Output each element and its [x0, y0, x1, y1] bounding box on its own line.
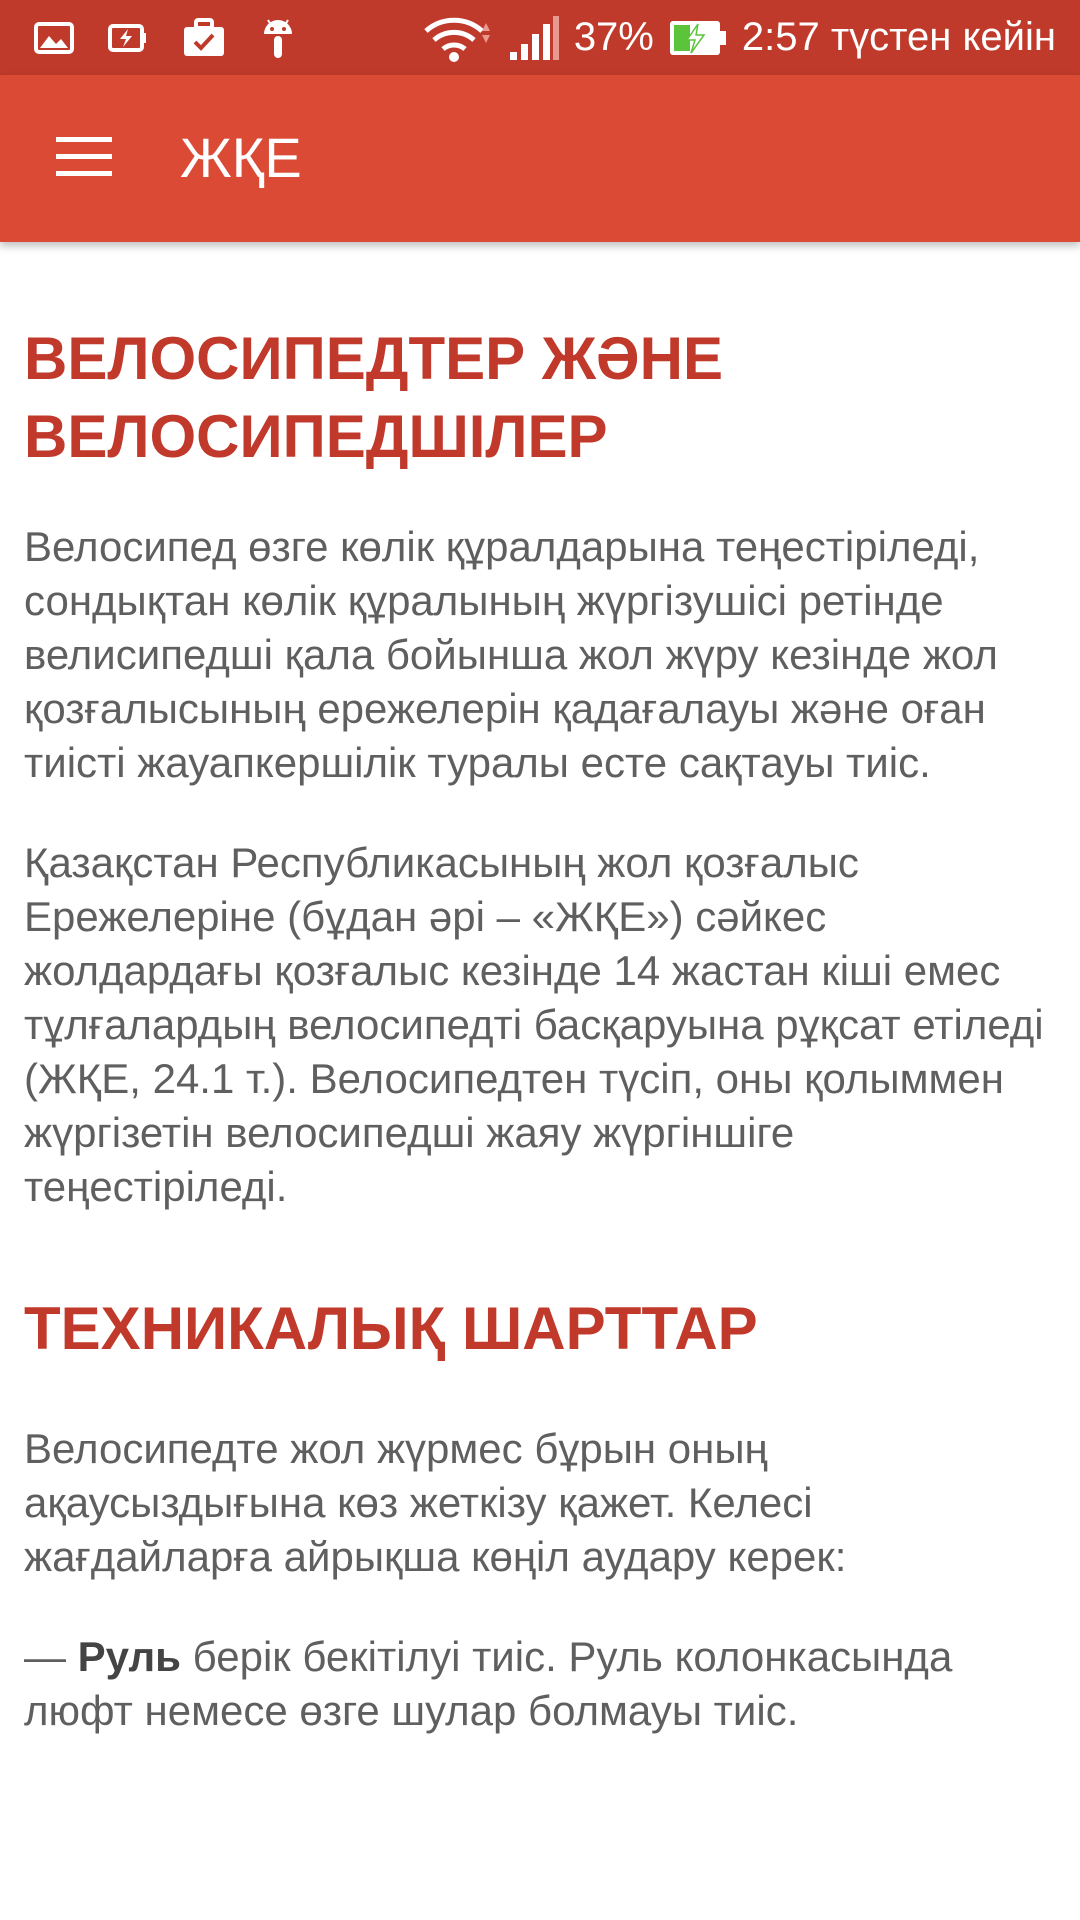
section-heading-bicycles: ВЕЛОСИПЕДТЕР ЖӘНЕ ВЕЛОСИПЕДШІЛЕР [24, 325, 723, 470]
term-handlebar: Руль [77, 1633, 181, 1680]
paragraph-intro: Велосипед өзге көлік құралдарына теңестіріледі, сондықтан көлік құралының жүргізушісі ретінде велисипедші қала бойынша жол жүру кезінде жол қозғалысының ережелерін қадағалауы және оған тиісті жауапкершілік туралы есте сақтауы тиіс. [24, 523, 998, 786]
briefcase-icon [182, 18, 226, 58]
app-title: ЖҚЕ [180, 126, 302, 189]
list-dash: — [24, 1633, 78, 1680]
android-icon [260, 16, 296, 60]
battery-percent: 37% [573, 15, 654, 59]
status-time: 2:57 түстен кейін [741, 15, 1056, 59]
gallery-icon [34, 22, 74, 54]
signal-icon [508, 14, 560, 62]
wifi-icon [422, 13, 494, 63]
hamburger-menu-icon[interactable] [56, 137, 112, 177]
status-bar [0, 0, 1080, 75]
section-heading-technical: ТЕХНИКАЛЫҚ ШАРТТАР [24, 1295, 758, 1362]
list-item-text: берік бекітілуі тиіс. Руль колонкасында люфт немесе өзге шулар болмауы тиіс. [24, 1633, 953, 1734]
app-bar [0, 75, 1080, 242]
battery-saver-icon [108, 22, 148, 54]
paragraph-rules: Қазақстан Республикасының жол қозғалыс Ережелеріне (бұдан әрі – «ЖҚЕ») сәйкес жолдардағы қозғалыс кезінде 14 жастан кіші емес тұлғалардың велосипедті басқаруына рұқсат етіледі (ЖҚЕ, 24.1 т.). Велосипедтен түсіп, оны қолыммен жүргізетін велосипедші жаяу жүргіншіге теңестіріледі. [24, 839, 1044, 1210]
paragraph-technical-intro: Велосипедте жол жүрмес бұрын оның ақаусыздығына көз жеткізу қажет. Келесі жағдайларға айрықша көңіл аудару керек: [24, 1425, 847, 1580]
battery-charging-icon [668, 18, 728, 58]
article-content[interactable] [0, 242, 1080, 1738]
list-item-handlebar [24, 1630, 1056, 1738]
